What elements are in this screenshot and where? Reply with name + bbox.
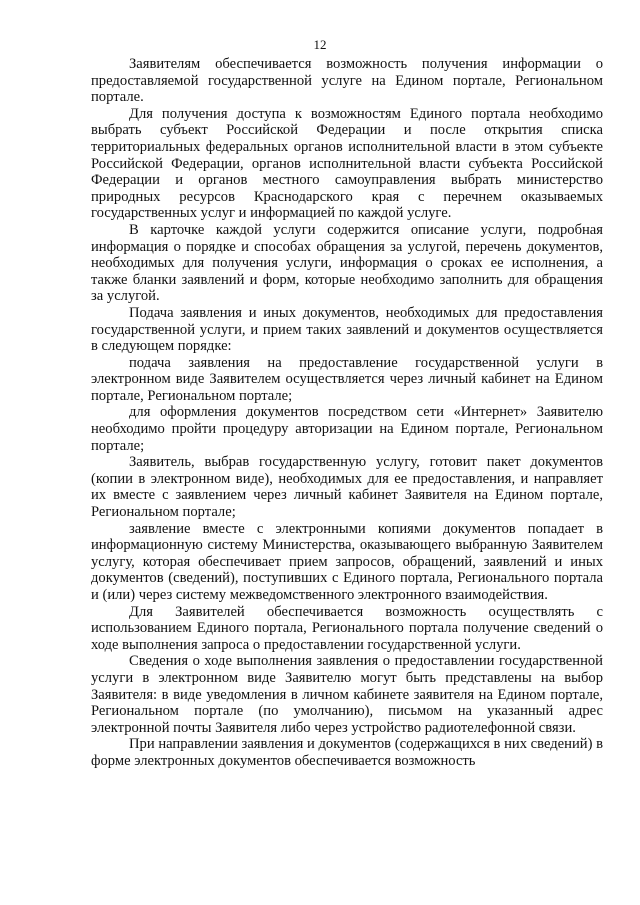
paragraph-electronic-documents: При направлении заявления и документов (содержащихся в них сведений) в форме электронных документов обеспечивается возможность — [91, 736, 603, 769]
paragraph-info-availability: Заявителям обеспечивается возможность получения информации о предоставляемой государственной услуге на Едином портале, Региональном портале. — [91, 56, 603, 106]
paragraph-electronic-submission: подача заявления на предоставление государственной услуги в электронном виде Заявителем осуществляется через личный кабинет на Едином портале, Региональном портале; — [91, 354, 603, 404]
paragraph-document-package: Заявитель, выбрав государственную услугу, готовит пакет документов (копии в электронном виде), необходимых для ее предоставления, и направляет их вместе с заявлением через личный кабинет Заявителя на Едином портале, Региональном портале; — [91, 454, 603, 521]
document-body — [91, 56, 603, 770]
paragraph-status-tracking: Для Заявителей обеспечивается возможность осуществлять с использованием Единого портала, Регионального портала получение сведений о ходе выполнения запроса о предоставлении государственной услуги. — [91, 603, 603, 653]
paragraph-authorization: для оформления документов посредством сети «Интернет» Заявителю необходимо пройти процедуру авторизации на Едином портале, Региональном портале; — [91, 404, 603, 454]
paragraph-information-system: заявление вместе с электронными копиями документов попадает в информационную систему Министерства, оказывающего выбранную Заявителем услугу, которая обеспечивает прием запросов, обращений, заявлений и иных документов (сведений), поступивших с Единого портала, Регионального портала и (или) через систему межведомственного электронного взаимодействия. — [91, 520, 603, 603]
paragraph-submission-order: Подача заявления и иных документов, необходимых для предоставления государственной услуги, и прием таких заявлений и документов осуществляется в следующем порядке: — [91, 304, 603, 355]
paragraph-status-notifications: Сведения о ходе выполнения заявления о предоставлении государственной услуги в электронном виде Заявителю могут быть представлены на выбор Заявителя: в виде уведомления в личном кабинете заявителя на Едином портале, Региональном портале (по умолчанию), письмом на указанный адрес электронной почты Заявителя либо через устройство радиотелефонной связи. — [91, 653, 603, 736]
paragraph-portal-access: Для получения доступа к возможностям Единого портала необходимо выбрать субъект Российской Федерации и после открытия списка территориальных федеральных органов исполнительной власти в этом субъекте Российской Федерации, органов исполнительной власти субъекта Российской Федерации и органов местного самоуправления выбрать министерство природных ресурсов Краснодарского края с перечнем оказываемых государственных услуг и информацией по каждой услуге. — [91, 105, 603, 222]
paragraph-service-card: В карточке каждой услуги содержится описание услуги, подробная информация о порядке и способах обращения за услугой, перечень документов, необходимых для получения услуги, информация о сроках ее исполнения, а также бланки заявлений и форм, которые необходимо заполнить для обращения за услугой. — [91, 221, 603, 305]
page-number: 12 — [313, 37, 327, 52]
